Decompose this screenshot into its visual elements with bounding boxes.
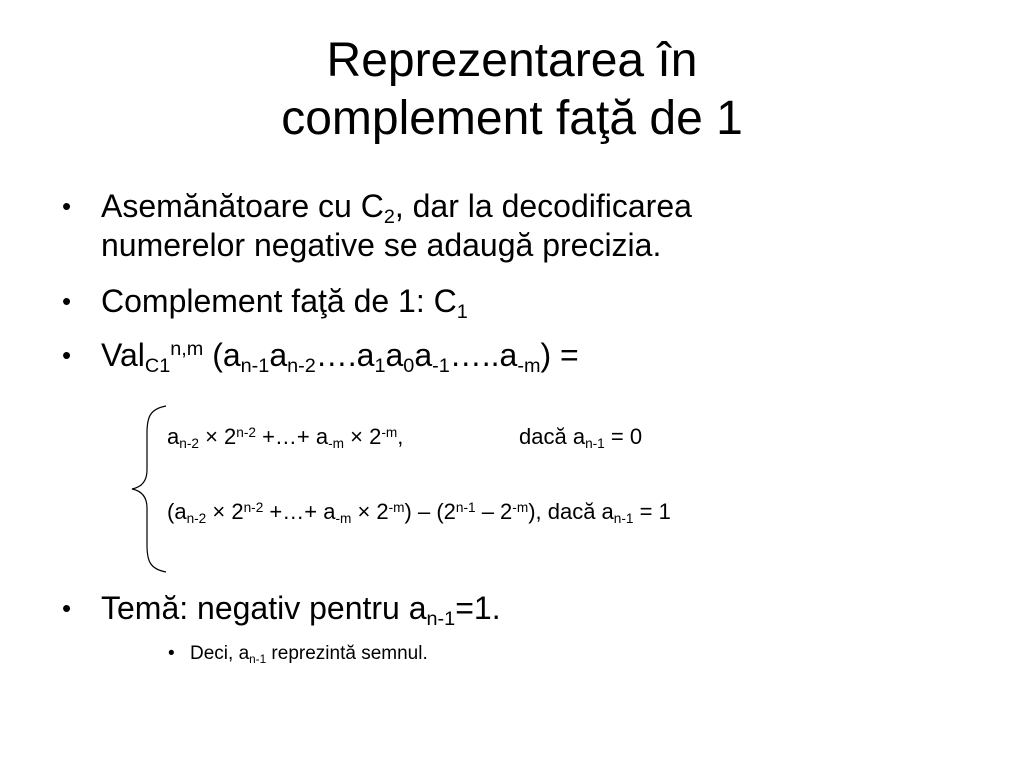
subscript: 1 [456,301,468,324]
case-1-condition [519,424,642,450]
formula-text: = 0 [604,424,643,449]
superscript: n,m [170,338,204,361]
formula-text: +…+ a [263,499,336,524]
subscript: n-2 [287,355,316,378]
bullet-4-text-tail: =1. [455,590,501,626]
formula-text: (a [167,499,187,524]
formula-text: ), dacă a [528,499,614,524]
formula-text: ) – (2 [404,499,456,524]
subscript: -m [517,355,541,378]
sub-bullet-item [190,642,428,666]
subscript: -1 [432,355,450,378]
bullet-2-text: Complement faţă de 1: C [101,283,457,319]
formula-text: = 1 [633,499,671,524]
formula-text: …..a [449,337,518,373]
subscript: n-1 [426,608,456,631]
bullet-item-1-line-2: numerelor negative se adaugă precizia. [101,227,662,263]
formula-text: dacă a [519,424,586,449]
formula-text: × 2 [351,499,389,524]
sub-bullet-dot: • [168,643,175,664]
bullet-dot: • [62,340,72,370]
bullet-1-text-cont: , dar la decodificarea [394,188,692,224]
superscript: n-1 [455,499,476,515]
bullet-dot: • [62,286,72,316]
subscript: n-1 [240,355,270,378]
subscript: 2 [383,206,395,229]
case-1-expression [167,424,403,450]
bullet-item-4 [101,590,501,631]
formula-text: × 2 [206,499,244,524]
superscript: -m [381,424,398,440]
formula-text: (a [203,337,241,373]
subscript: 1 [374,355,386,378]
subscript: n-1 [613,511,634,527]
formula-text: a [167,424,180,449]
sub-bullet-text: Deci, a [190,643,250,664]
formula-text: Val [101,337,145,373]
superscript: n-2 [243,499,264,515]
subscript: 0 [403,355,415,378]
subscript: n-1 [249,652,267,666]
bullet-dot: • [62,191,72,221]
formula-text: +…+ a [255,424,329,449]
formula-text: ) = [540,337,579,373]
superscript: n-2 [236,424,256,440]
subscript: n-1 [585,436,605,452]
formula-text: a [269,337,288,373]
bullet-1-text: Asemănătoare cu C [101,188,384,224]
subscript: C1 [144,355,171,378]
title-line-1: Reprezentarea în [326,34,698,87]
bullet-4-text: Temă: negativ pentru a [101,590,427,626]
title-line-2: complement faţă de 1 [281,92,743,145]
subscript: -m [335,511,352,527]
sub-bullet-text-tail: reprezintă semnul. [266,643,428,664]
superscript: -m [388,499,405,515]
formula-text: a [414,337,433,373]
superscript: -m [512,499,529,515]
subscript: -m [328,436,345,452]
case-2-expression [167,499,671,525]
formula-text: a [385,337,404,373]
formula-text: ….a [315,337,375,373]
bullet-dot: • [62,593,72,623]
formula-text: × 2 [344,424,382,449]
formula-text: , [397,424,404,449]
subscript: n-2 [179,436,199,452]
formula-text: – 2 [475,499,513,524]
formula-text: × 2 [198,424,237,449]
subscript: n-2 [186,511,207,527]
